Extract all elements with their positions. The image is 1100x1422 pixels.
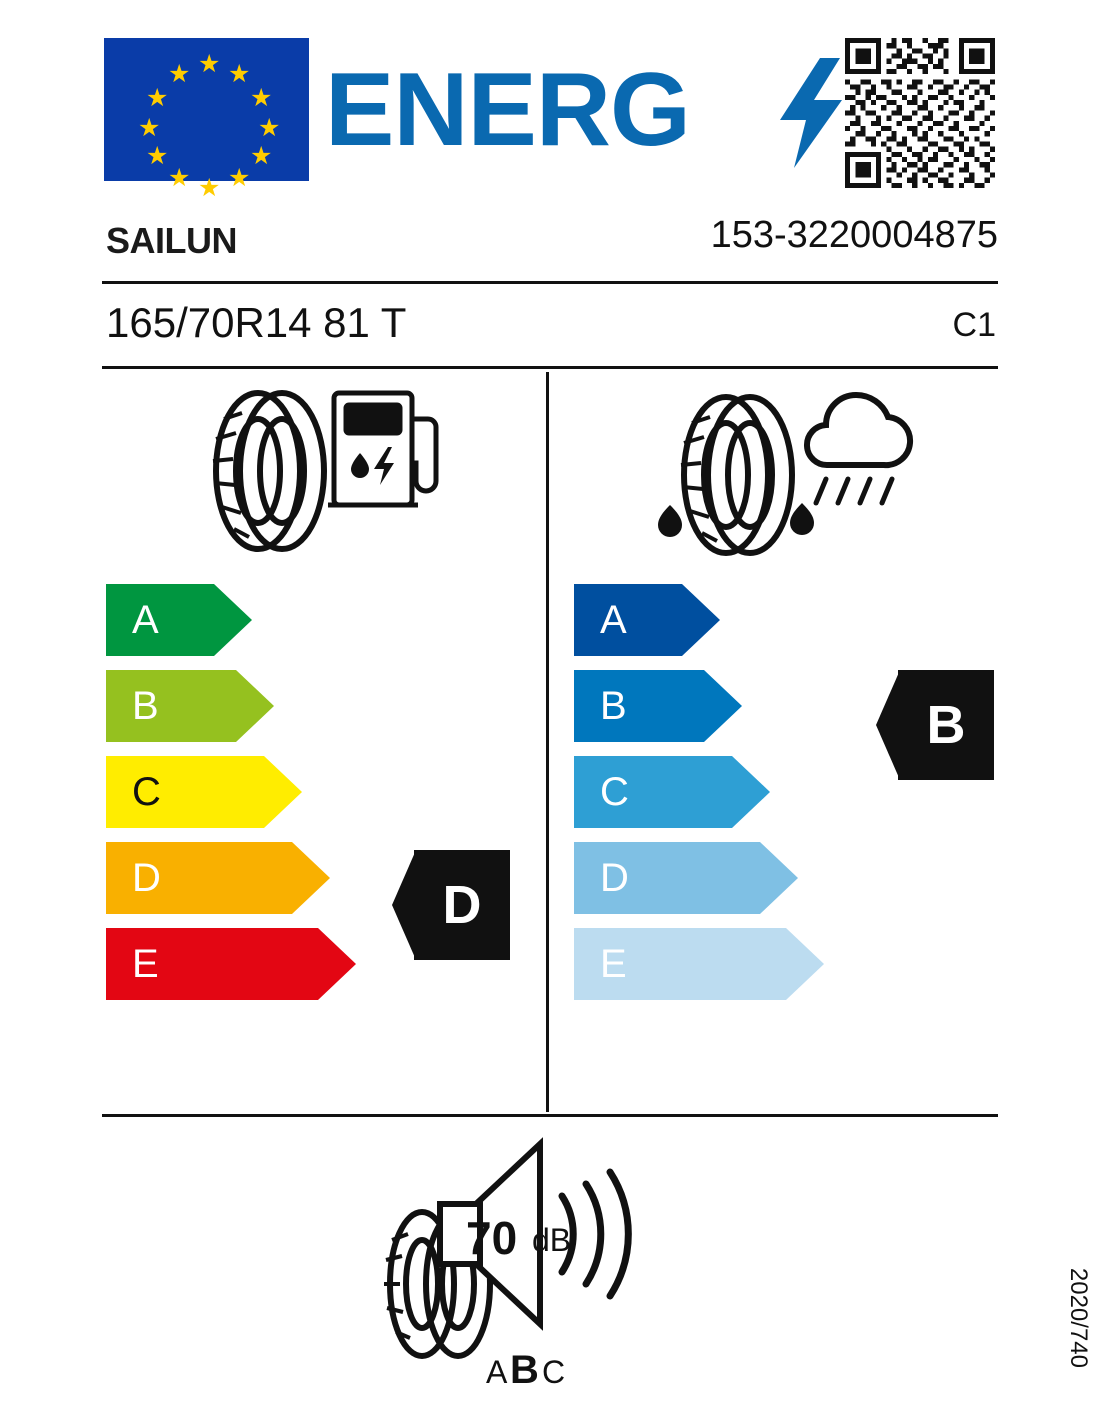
wet-grade-letter: D (600, 856, 629, 900)
wet-grade-row (574, 842, 994, 914)
wet-grade-letter: B (600, 684, 627, 728)
energy-wordmark (325, 50, 825, 170)
fuel-grade-row (106, 584, 526, 656)
qr-code (845, 38, 995, 188)
noise-class-a: A (486, 1354, 508, 1390)
fuel-result-marker (392, 850, 510, 960)
fuel-result-letter: D (442, 875, 482, 935)
fuel-grade-row (106, 756, 526, 828)
fuel-grade-letter: A (132, 598, 159, 642)
vertical-divider (546, 372, 549, 1112)
tyre-rain-cloud-icon (650, 379, 930, 569)
fuel-grade-letter: B (132, 684, 159, 728)
noise-value: 70 (466, 1212, 518, 1264)
wet-grade-row (574, 584, 994, 656)
noise-class-b: B (510, 1348, 539, 1392)
lightning-bolt-icon (780, 58, 850, 168)
tyre-class: C1 (952, 306, 996, 344)
divider-bottom (102, 1114, 998, 1117)
energy-label (100, 24, 1092, 1398)
noise-unit: dB (532, 1222, 572, 1258)
tyre-fuel-pump-icon (196, 379, 456, 559)
noise-section (380, 1134, 740, 1392)
noise-class-c: C (542, 1354, 566, 1390)
eu-flag: ★ ★ ★ ★ ★ ★ ★ ★ ★ ★ ★ ★ (104, 38, 309, 181)
energy-word: ENERG (325, 52, 690, 168)
fuel-grade-letter: E (132, 942, 159, 986)
regulation-reference: 2020/740 (1065, 1267, 1092, 1368)
divider-top (102, 281, 998, 284)
wet-result-marker (876, 670, 994, 780)
fuel-grade-row (106, 670, 526, 742)
fuel-grade-letter: D (132, 856, 161, 900)
fuel-grade-letter: C (132, 770, 161, 814)
wet-grade-letter: C (600, 770, 629, 814)
wet-grade-letter: E (600, 942, 627, 986)
tyre-sku: 153-3220004875 (710, 214, 998, 256)
tyre-size: 165/70R14 81 T (106, 299, 407, 346)
wet-grade-row (574, 928, 994, 1000)
tyre-speaker-icon (380, 1134, 740, 1384)
wet-result-letter: B (926, 695, 966, 755)
divider-second (102, 366, 998, 369)
brand-name: SAILUN (106, 220, 237, 261)
wet-grade-scale (574, 584, 994, 1014)
wet-grade-letter: A (600, 598, 627, 642)
